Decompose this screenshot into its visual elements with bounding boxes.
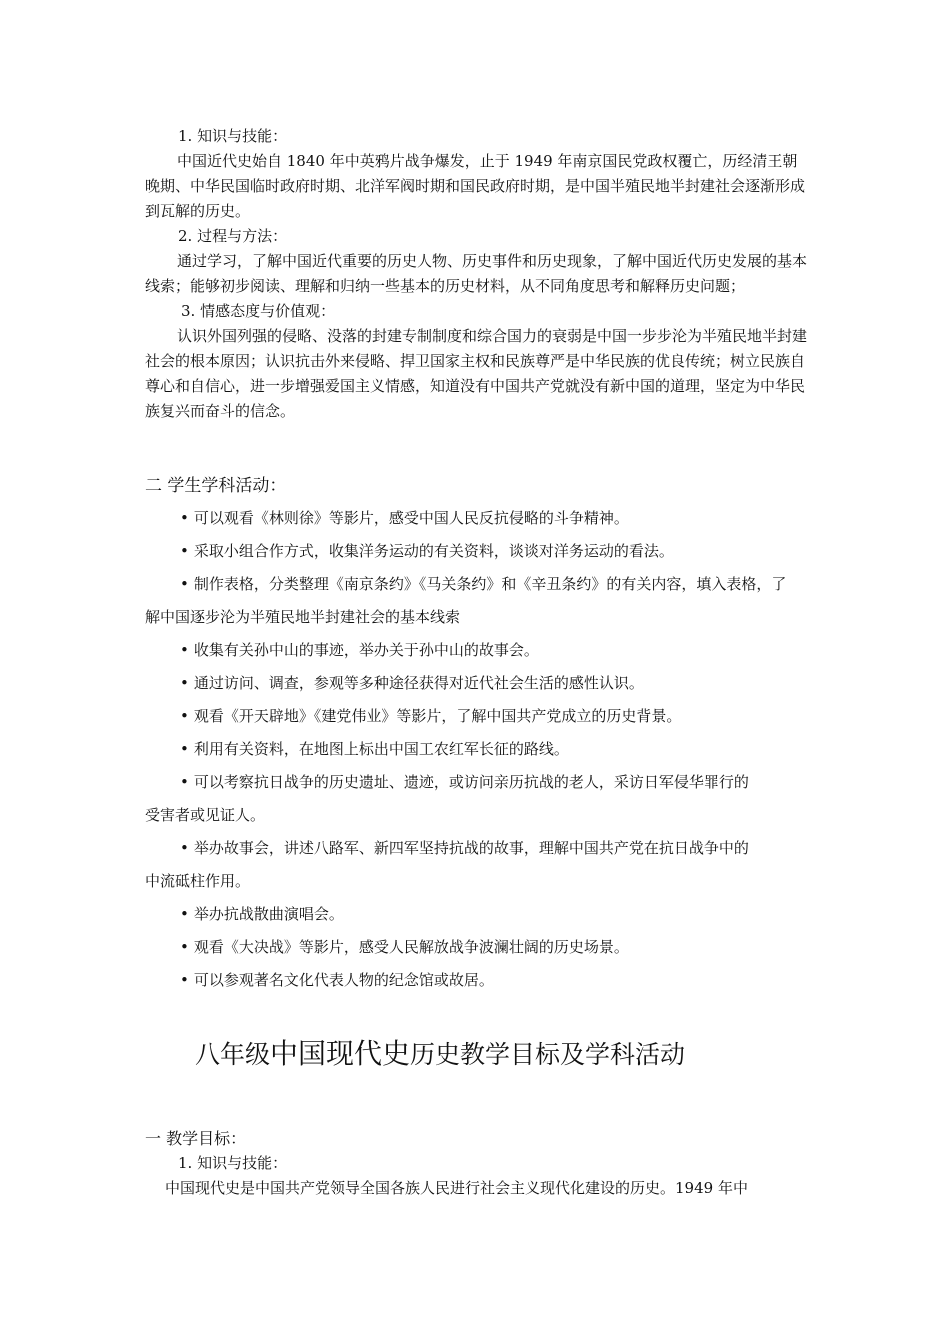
activity-text: 举办抗战散曲演唱会。 [193,905,344,923]
knowledge-heading: 1. 知识与技能： [178,127,288,145]
title-rest: 历史教学目标及学科活动 [410,1040,686,1069]
knowledge-paragraph-2: 中国现代史是中国共产党领导全国各族人民进行社会主义现代化建设的历史。1949 年中 [165,1179,748,1197]
activity-item [145,766,810,799]
activity-text: 制作表格，分类整理《南京条约》《马关条约》和《辛丑条约》的有关内容，填入表格，了 [193,575,787,593]
values-paragraph: 认识外国列强的侵略、没落的封建专制制度和综合国力的衰弱是中国一步步沦为半殖民地半封建社会的根本原因；认识抗击外来侵略、捍卫国家主权和民族尊严是中华民族的优良传统；树立民族自尊心和自信心，进一步增强爱国主义情感，知道没有中国共产党就没有新中国的道理，坚定为中华民族复兴而奋斗的信念。 [145,327,808,420]
bullet-icon: • [180,542,189,560]
activity-text: 举办故事会，讲述八路军、新四军坚持抗战的故事，理解中国共产党在抗日战争中的 [193,839,749,857]
bullet-icon: • [180,641,189,659]
bullet-icon: • [180,971,189,989]
bullet-icon: • [180,674,189,692]
values-heading: 3. 情感态度与价值观： [181,302,336,320]
activity-text: 收集有关孙中山的事迹，举办关于孙中山的故事会。 [193,641,539,659]
bullet-icon: • [180,938,189,956]
process-heading: 2. 过程与方法： [178,227,288,245]
activity-list [145,502,810,997]
bullet-icon: • [180,575,189,593]
bullet-icon: • [180,509,189,527]
title-grade: 八年级 [194,1040,270,1069]
section-two-objectives [145,1126,810,1201]
activity-text: 可以考察抗日战争的历史遗址、遗迹，或访问亲历抗战的老人，采访日军侵华罪行的 [193,773,749,791]
section-one-objectives [145,124,810,424]
process-paragraph: 通过学习，了解中国近代重要的历史人物、历史事件和历史现象，了解中国近代历史发展的基本线索；能够初步阅读、理解和归纳一些基本的历史材料，从不同角度思考和解释历史问题； [145,252,808,295]
activity-item [145,964,810,997]
activity-item [145,568,810,601]
bullet-icon: • [180,773,189,791]
activity-text: 可以参观著名文化代表人物的纪念馆或故居。 [193,971,494,989]
activity-item [145,667,810,700]
title-subject: 中国现代史 [269,1037,410,1070]
bullet-icon: • [180,905,189,923]
activity-item [145,733,810,766]
activity-text: 可以观看《林则徐》等影片，感受中国人民反抗侵略的斗争精神。 [193,509,629,527]
activity-continuation: 解中国逐步沦为半殖民地半封建社会的基本线索 [145,608,461,626]
activity-item [145,700,810,733]
activity-item [145,502,810,535]
activity-item [145,931,810,964]
activity-text: 利用有关资料，在地图上标出中国工农红军长征的路线。 [193,740,569,758]
page-title [0,1034,880,1075]
bullet-icon: • [180,740,189,758]
activity-continuation: 中流砥柱作用。 [145,872,251,890]
bullet-icon: • [180,839,189,857]
teaching-goals-heading: 一 教学目标： [145,1129,247,1148]
knowledge-heading-2: 1. 知识与技能： [178,1154,288,1172]
activity-continuation: 受害者或见证人。 [145,806,266,824]
activity-item [145,898,810,931]
activity-text: 通过访问、调查，参观等多种途径获得对近代社会生活的感性认识。 [193,674,644,692]
bullet-icon: • [180,707,189,725]
activities-section [145,474,810,997]
activity-item [145,832,810,865]
activity-text: 采取小组合作方式，收集洋务运动的有关资料，谈谈对洋务运动的看法。 [193,542,674,560]
activity-text: 观看《大决战》等影片，感受人民解放战争波澜壮阔的历史场景。 [193,938,629,956]
activity-text: 观看《开天辟地》《建党伟业》等影片，了解中国共产党成立的历史背景。 [193,707,682,725]
knowledge-paragraph: 中国近代史始自 1840 年中英鸦片战争爆发，止于 1949 年南京国民党政权覆亡，历经清王朝晚期、中华民国临时政府时期、北洋军阀时期和国民政府时期，是中国半殖民地半封建社会逐渐形成到瓦解的历史。 [145,152,806,220]
activity-item [145,535,810,568]
activities-heading: 二 学生学科活动： [145,476,287,496]
activity-item [145,634,810,667]
